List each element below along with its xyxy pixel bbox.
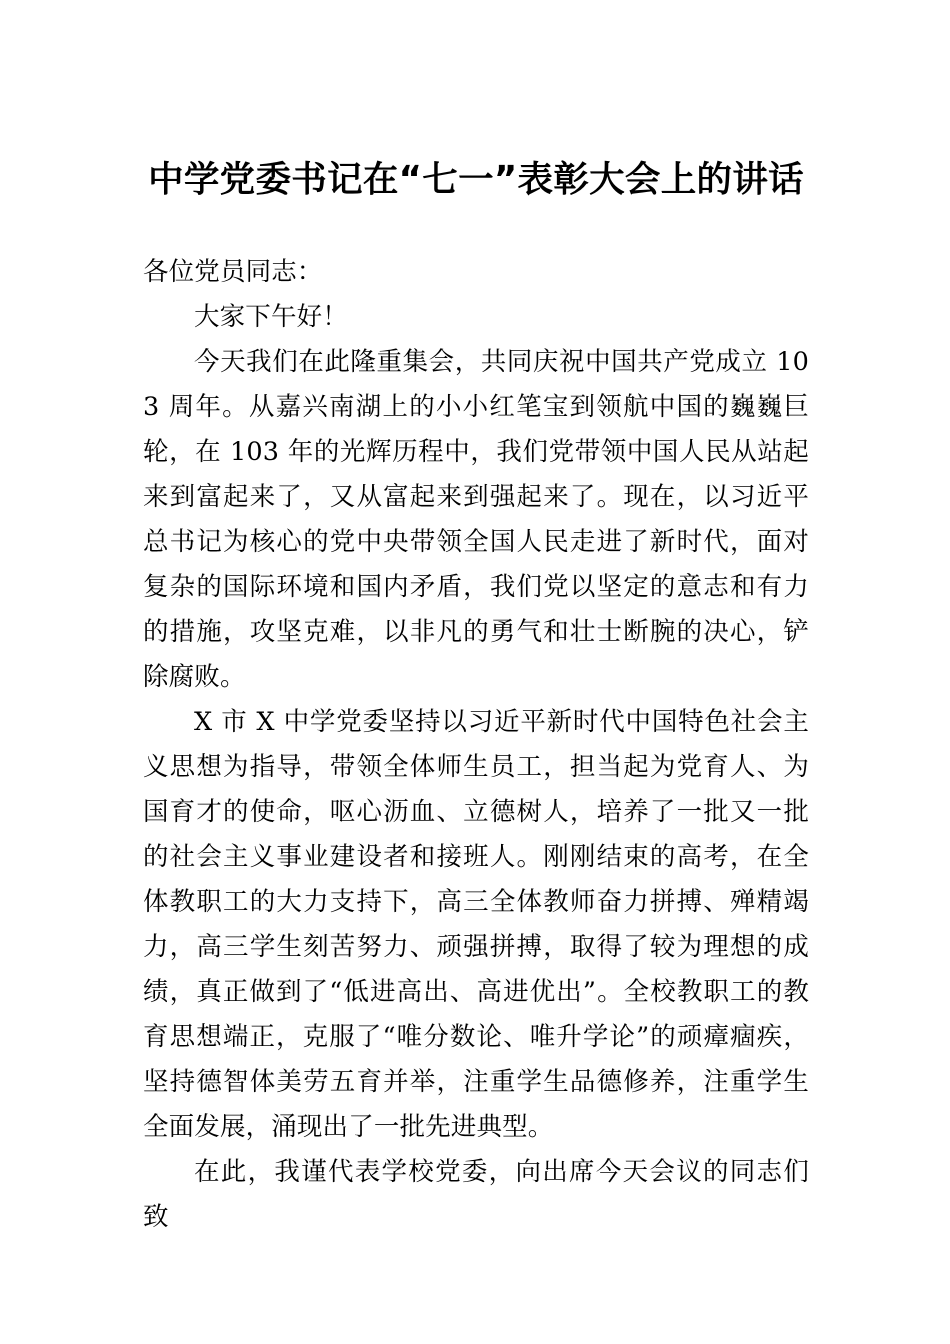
paragraph-anniversary: 今天我们在此隆重集会，共同庆祝中国共产党成立 103 周年。从嘉兴南湖上的小小红笔宝到领航中国的巍巍巨轮，在 103 年的光辉历程中，我们党带领中国人民从站起来到富起来了，又从富起来到强起来了。现在，以习近平总书记为核心的党中央带领全国人民走进了新时代，面对复杂的国际环境和国内矛盾，我们党以坚定的意志和有力的措施，攻坚克难，以非凡的勇气和壮士断腕的决心，铲除腐败。 [143, 347, 809, 692]
page-content-area [143, 0, 809, 1240]
paragraph-salutation: 各位党员同志： [143, 257, 323, 287]
page-title: 中学党委书记在“七一”表彰大会上的讲话 [148, 159, 804, 200]
document-body [143, 250, 809, 1240]
paragraph-thanks: 在此，我谨代表学校党委，向出席今天会议的同志们致 [143, 1157, 809, 1232]
paragraph-greeting: 大家下午好！ [194, 302, 348, 332]
paragraph-school: X 市 X 中学党委坚持以习近平新时代中国特色社会主义思想为指导，带领全体师生员工，担当起为党育人、为国育才的使命，呕心沥血、立德树人，培养了一批又一批的社会主义事业建设者和接班人。刚刚结束的高考，在全体教职工的大力支持下，高三全体教师奋力拼搏、殚精竭力，高三学生刻苦努力、顽强拼搏，取得了较为理想的成绩，真正做到了“低进高出、高进优出”。全校教职工的教育思想端正，克服了“唯分数论、唯升学论”的顽瘴痼疾，坚持德智体美劳五育并举，注重学生品德修养，注重学生全面发展，涌现出了一批先进典型。 [143, 707, 809, 1142]
